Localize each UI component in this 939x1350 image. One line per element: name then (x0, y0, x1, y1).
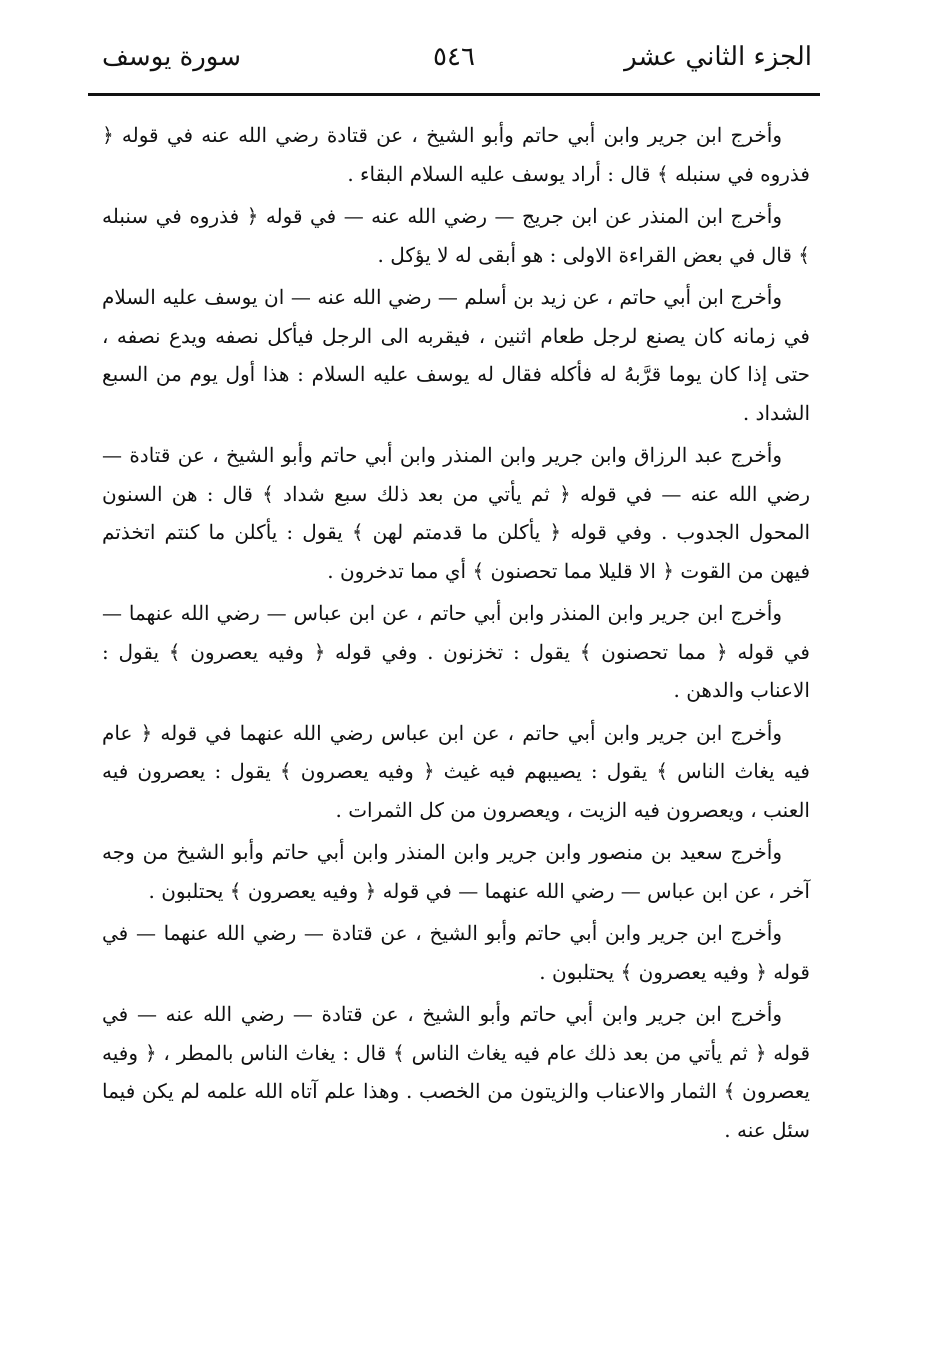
paragraph: وأخرج ابن جرير وابن أبي حاتم وأبو الشيخ ، عن قتادة — رضي الله عنه — في قوله ﴿ ثم يأتي من بعد ذلك عام فيه يغاث الناس ﴾ قال : يغاث الناس بالمطر ، ﴿ وفيه يعصرون ﴾ الثمار والاعناب والزيتون من الخصب . وهذا علم آتاه الله علمه لم يكن فيما سئل عنه . (102, 1002, 811, 1142)
paragraph: وأخرج عبد الرزاق وابن جرير وابن المنذر وابن أبي حاتم وأبو الشيخ ، عن قتادة — رضي الله عنه — في قوله ﴿ ثم يأتي من بعد ذلك سبع شداد ﴾ قال : هن السنون المحول الجدوب . وفي قوله ﴿ يأكلن ما قدمتم لهن ﴾ يقول : يأكلن ما كنتم اتخذتم فيهن من القوت ﴿ الا قليلا مما تحصنون ﴾ أي مما تدخرون . (102, 443, 810, 583)
header-divider (88, 93, 820, 96)
page-body (102, 116, 810, 1153)
paragraph: وأخرج ابن جرير وابن أبي حاتم وأبو الشيخ ، عن قتادة رضي الله عنه في قوله ﴿ فذروه في سنبله ﴾ قال : أراد يوسف عليه السلام البقاء . (102, 123, 810, 186)
running-header (88, 30, 820, 92)
paragraph: وأخرج ابن جرير وابن أبي حاتم ، عن ابن عباس رضي الله عنهما في قوله ﴿ عام فيه يغاث الناس ﴾ يقول : يصيبهم فيه غيث ﴿ وفيه يعصرون ﴾ يقول : يعصرون فيه العنب ، ويعصرون فيه الزيت ، ويعصرون من كل الثمرات . (102, 720, 810, 822)
book-page (88, 30, 820, 1320)
paragraph: وأخرج ابن جرير وابن المنذر وابن أبي حاتم ، عن ابن عباس — رضي الله عنهما — في قوله ﴿ مما تحصنون ﴾ يقول : تخزنون . وفي قوله ﴿ وفيه يعصرون ﴾ يقول : الاعناب والدهن . (102, 601, 810, 702)
page-number: ٥٤٦ (433, 42, 475, 72)
part-title: الجزء الثاني عشر (624, 42, 812, 72)
paragraph: وأخرج ابن جرير وابن أبي حاتم وأبو الشيخ ، عن قتادة — رضي الله عنهما — في قوله ﴿ وفيه يعصرون ﴾ يحتلبون . (102, 921, 810, 984)
paragraph: وأخرج سعيد بن منصور وابن جرير وابن المنذر وابن أبي حاتم وأبو الشيخ من وجه آخر ، عن ابن عباس — رضي الله عنهما — في قوله ﴿ وفيه يعصرون ﴾ يحتلبون . (102, 840, 810, 903)
paragraph: وأخرج ابن أبي حاتم ، عن زيد بن أسلم — رضي الله عنه — ان يوسف عليه السلام في زمانه كان يصنع لرجل طعام اثنين ، فيقربه الى الرجل فيأكل نصفه ويدع نصفه ، حتى إذا كان يوما قرَّبهُ له فأكله فقال له يوسف عليه السلام : هذا أول يوم من السبع الشداد . (102, 285, 811, 425)
paragraph: وأخرج ابن المنذر عن ابن جريج — رضي الله عنه — في قوله ﴿ فذروه في سنبله ﴾ قال في بعض القراءة الاولى : هو أبقى له لا يؤكل . (102, 204, 810, 267)
surah-title: سورة يوسف (102, 42, 242, 72)
